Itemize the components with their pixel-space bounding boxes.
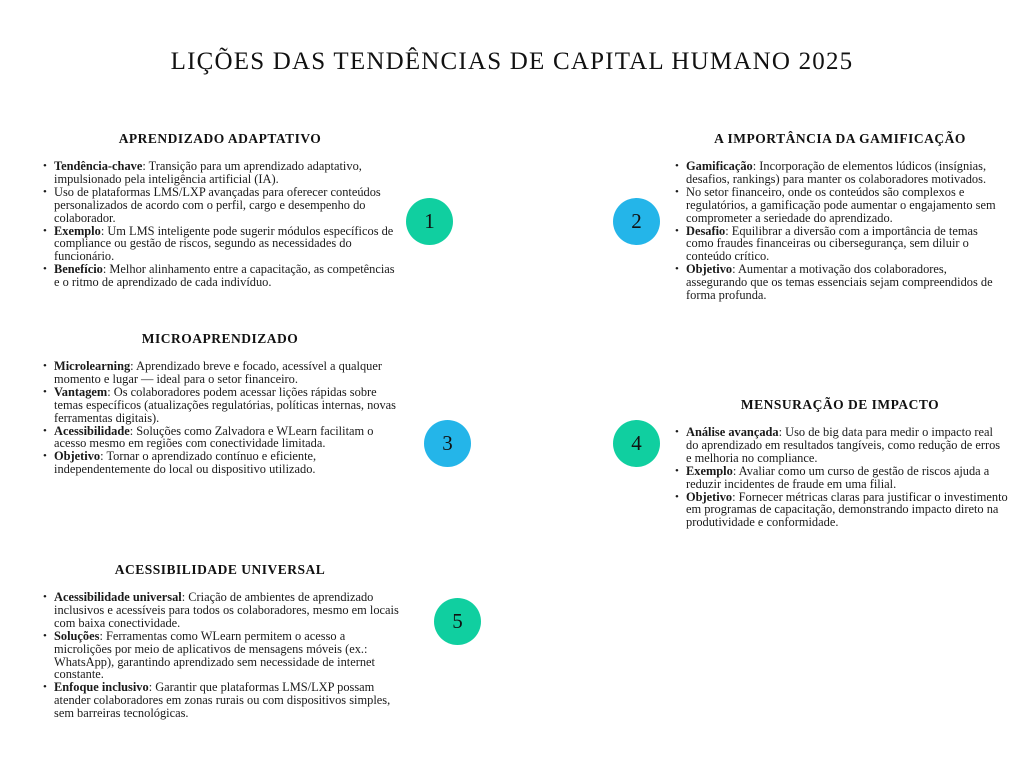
bullet-item [54, 160, 400, 186]
bullet-item [686, 426, 1008, 465]
section-microaprendizado [40, 331, 400, 476]
bullet-item [686, 465, 1008, 491]
bullet-lead: Tendência-chave [54, 159, 143, 173]
bullet-text: Uso de plataformas LMS/LXP avançadas para oferecer conteúdos personalizados de acordo com o perfil, cargo e desempenho do colaborador. [54, 184, 381, 225]
bullet-lead: Vantagem [54, 384, 108, 399]
bullet-lead: Benefício [54, 262, 103, 277]
bullet-lead: Microlearning [54, 359, 131, 373]
section-heading: ACESSIBILIDADE UNIVERSAL [114, 562, 326, 577]
bullet-item [686, 225, 1008, 264]
bullet-list [40, 591, 400, 720]
bullet-text: : Transição para um aprendizado adaptativo, impulsionado pela inteligência artificial (IA). [54, 159, 362, 186]
bullet-text: : Aprendizado breve e focado, acessível a qualquer momento e lugar — ideal para o setor financeiro. [54, 359, 383, 386]
bullet-item [54, 360, 400, 386]
bullet-item [54, 386, 400, 425]
bullet-lead: Desafio [686, 223, 726, 238]
bullet-text: : Equilibrar a diversão com a importância de temas como fraudes financeiras ou cibersegurança, sem diluir o conteúdo crítico. [686, 223, 978, 264]
bullet-text: : Aumentar a motivação dos colaboradores, assegurando que os temas essenciais sejam compreendidos de forma profunda. [686, 262, 993, 303]
bullet-text: : Fornecer métricas claras para justificar o investimento em programas de capacitação, demonstrando impacto direto na produtividade e conformidade. [686, 489, 1008, 530]
bullet-lead: Acessibilidade [54, 423, 130, 438]
step-badge-2 [613, 198, 660, 245]
page-title: LIÇÕES DAS TENDÊNCIAS DE CAPITAL HUMANO 2025 [170, 48, 854, 75]
step-number: 1 [424, 209, 435, 233]
bullet-text: : Avaliar como um curso de gestão de riscos ajuda a reduzir incidentes de fraude em uma filial. [686, 463, 990, 491]
bullet-item [686, 186, 1008, 225]
bullet-lead: Análise avançada [686, 425, 779, 439]
step-number: 2 [631, 209, 642, 233]
bullet-item [54, 425, 400, 451]
bullet-text: : Uso de big data para medir o impacto real do aprendizado em resultados tangíveis, como redução de erros e melhoria no compliance. [686, 425, 1001, 465]
bullet-list [672, 160, 1008, 302]
bullet-text: : Incorporação de elementos lúdicos (insígnias, desafios, rankings) para manter os colaboradores motivados. [686, 159, 987, 186]
bullet-list [672, 426, 1008, 529]
step-badge-1 [406, 198, 453, 245]
step-number: 5 [452, 609, 463, 633]
bullet-text: : Ferramentas como WLearn permitem o acesso a microlições por meio de aplicativos de mensagens móveis (ex.: WhatsApp), garantindo aprendizado sem necessidade de internet constante. [54, 628, 376, 682]
step-badge-5 [434, 598, 481, 645]
bullet-item [686, 160, 1008, 186]
step-badge-4 [613, 420, 660, 467]
section-heading: A IMPORTÂNCIA DA GAMIFICAÇÃO [714, 131, 966, 146]
section-heading: MICROAPRENDIZADO [141, 331, 299, 346]
section-acessibilidade-universal [40, 562, 400, 720]
bullet-lead: Objetivo [686, 489, 733, 504]
bullet-text: No setor financeiro, onde os conteúdos são complexos e regulatórios, a gamificação pode aumentar o engajamento sem comprometer a seriedade do aprendizado. [686, 184, 996, 225]
bullet-lead: Exemplo [54, 223, 101, 238]
bullet-list [40, 160, 400, 289]
bullet-item [54, 630, 400, 682]
section-aprendizado-adaptativo [40, 131, 400, 289]
section-mensuracao-impacto [672, 397, 1008, 529]
bullet-item [686, 491, 1008, 530]
bullet-item [54, 681, 400, 720]
step-number: 3 [442, 431, 453, 455]
step-number: 4 [631, 431, 642, 455]
section-heading: MENSURAÇÃO DE IMPACTO [740, 397, 940, 412]
step-badge-3 [424, 420, 471, 467]
bullet-text: : Melhor alinhamento entre a capacitação, as competências e o ritmo de aprendizado de cada indivíduo. [54, 262, 395, 290]
bullet-lead: Gamificação [686, 159, 753, 173]
bullet-item [54, 186, 400, 225]
section-heading: APRENDIZADO ADAPTATIVO [118, 131, 322, 146]
bullet-text: : Criação de ambientes de aprendizado inclusivos e acessíveis para todos os colaboradores, mesmo em locais com baixa conectividade. [54, 590, 399, 630]
bullet-text: : Os colaboradores podem acessar lições rápidas sobre temas específicos (atualizações regulatórias, políticas internas, novas ferramentas digitais). [54, 384, 396, 425]
bullet-lead: Objetivo [54, 449, 101, 464]
bullet-item [54, 263, 400, 289]
bullet-text: : Um LMS inteligente pode sugerir módulos específicos de compliance ou gestão de riscos, segundo as necessidades do funcionário. [54, 223, 394, 264]
bullet-text: : Soluções como Zalvadora e WLearn facilitam o acesso mesmo em regiões com conectividade limitada. [54, 423, 374, 451]
bullet-lead: Soluções [54, 628, 100, 643]
bullet-list [40, 360, 400, 476]
bullet-lead: Exemplo [686, 463, 733, 478]
bullet-text: : Tornar o aprendizado contínuo e eficiente, independentemente do local ou dispositivo utilizado. [54, 449, 317, 477]
bullet-text: : Garantir que plataformas LMS/LXP possam atender colaboradores em zonas rurais ou com dispositivos simples, sem barreiras tecnológicas. [54, 680, 391, 721]
section-importancia-gamificacao [672, 131, 1008, 302]
bullet-item [54, 225, 400, 264]
bullet-lead: Enfoque inclusivo [54, 680, 149, 695]
bullet-lead: Acessibilidade universal [54, 590, 182, 604]
bullet-item [54, 450, 400, 476]
bullet-item [54, 591, 400, 630]
bullet-item [686, 263, 1008, 302]
bullet-lead: Objetivo [686, 262, 733, 277]
